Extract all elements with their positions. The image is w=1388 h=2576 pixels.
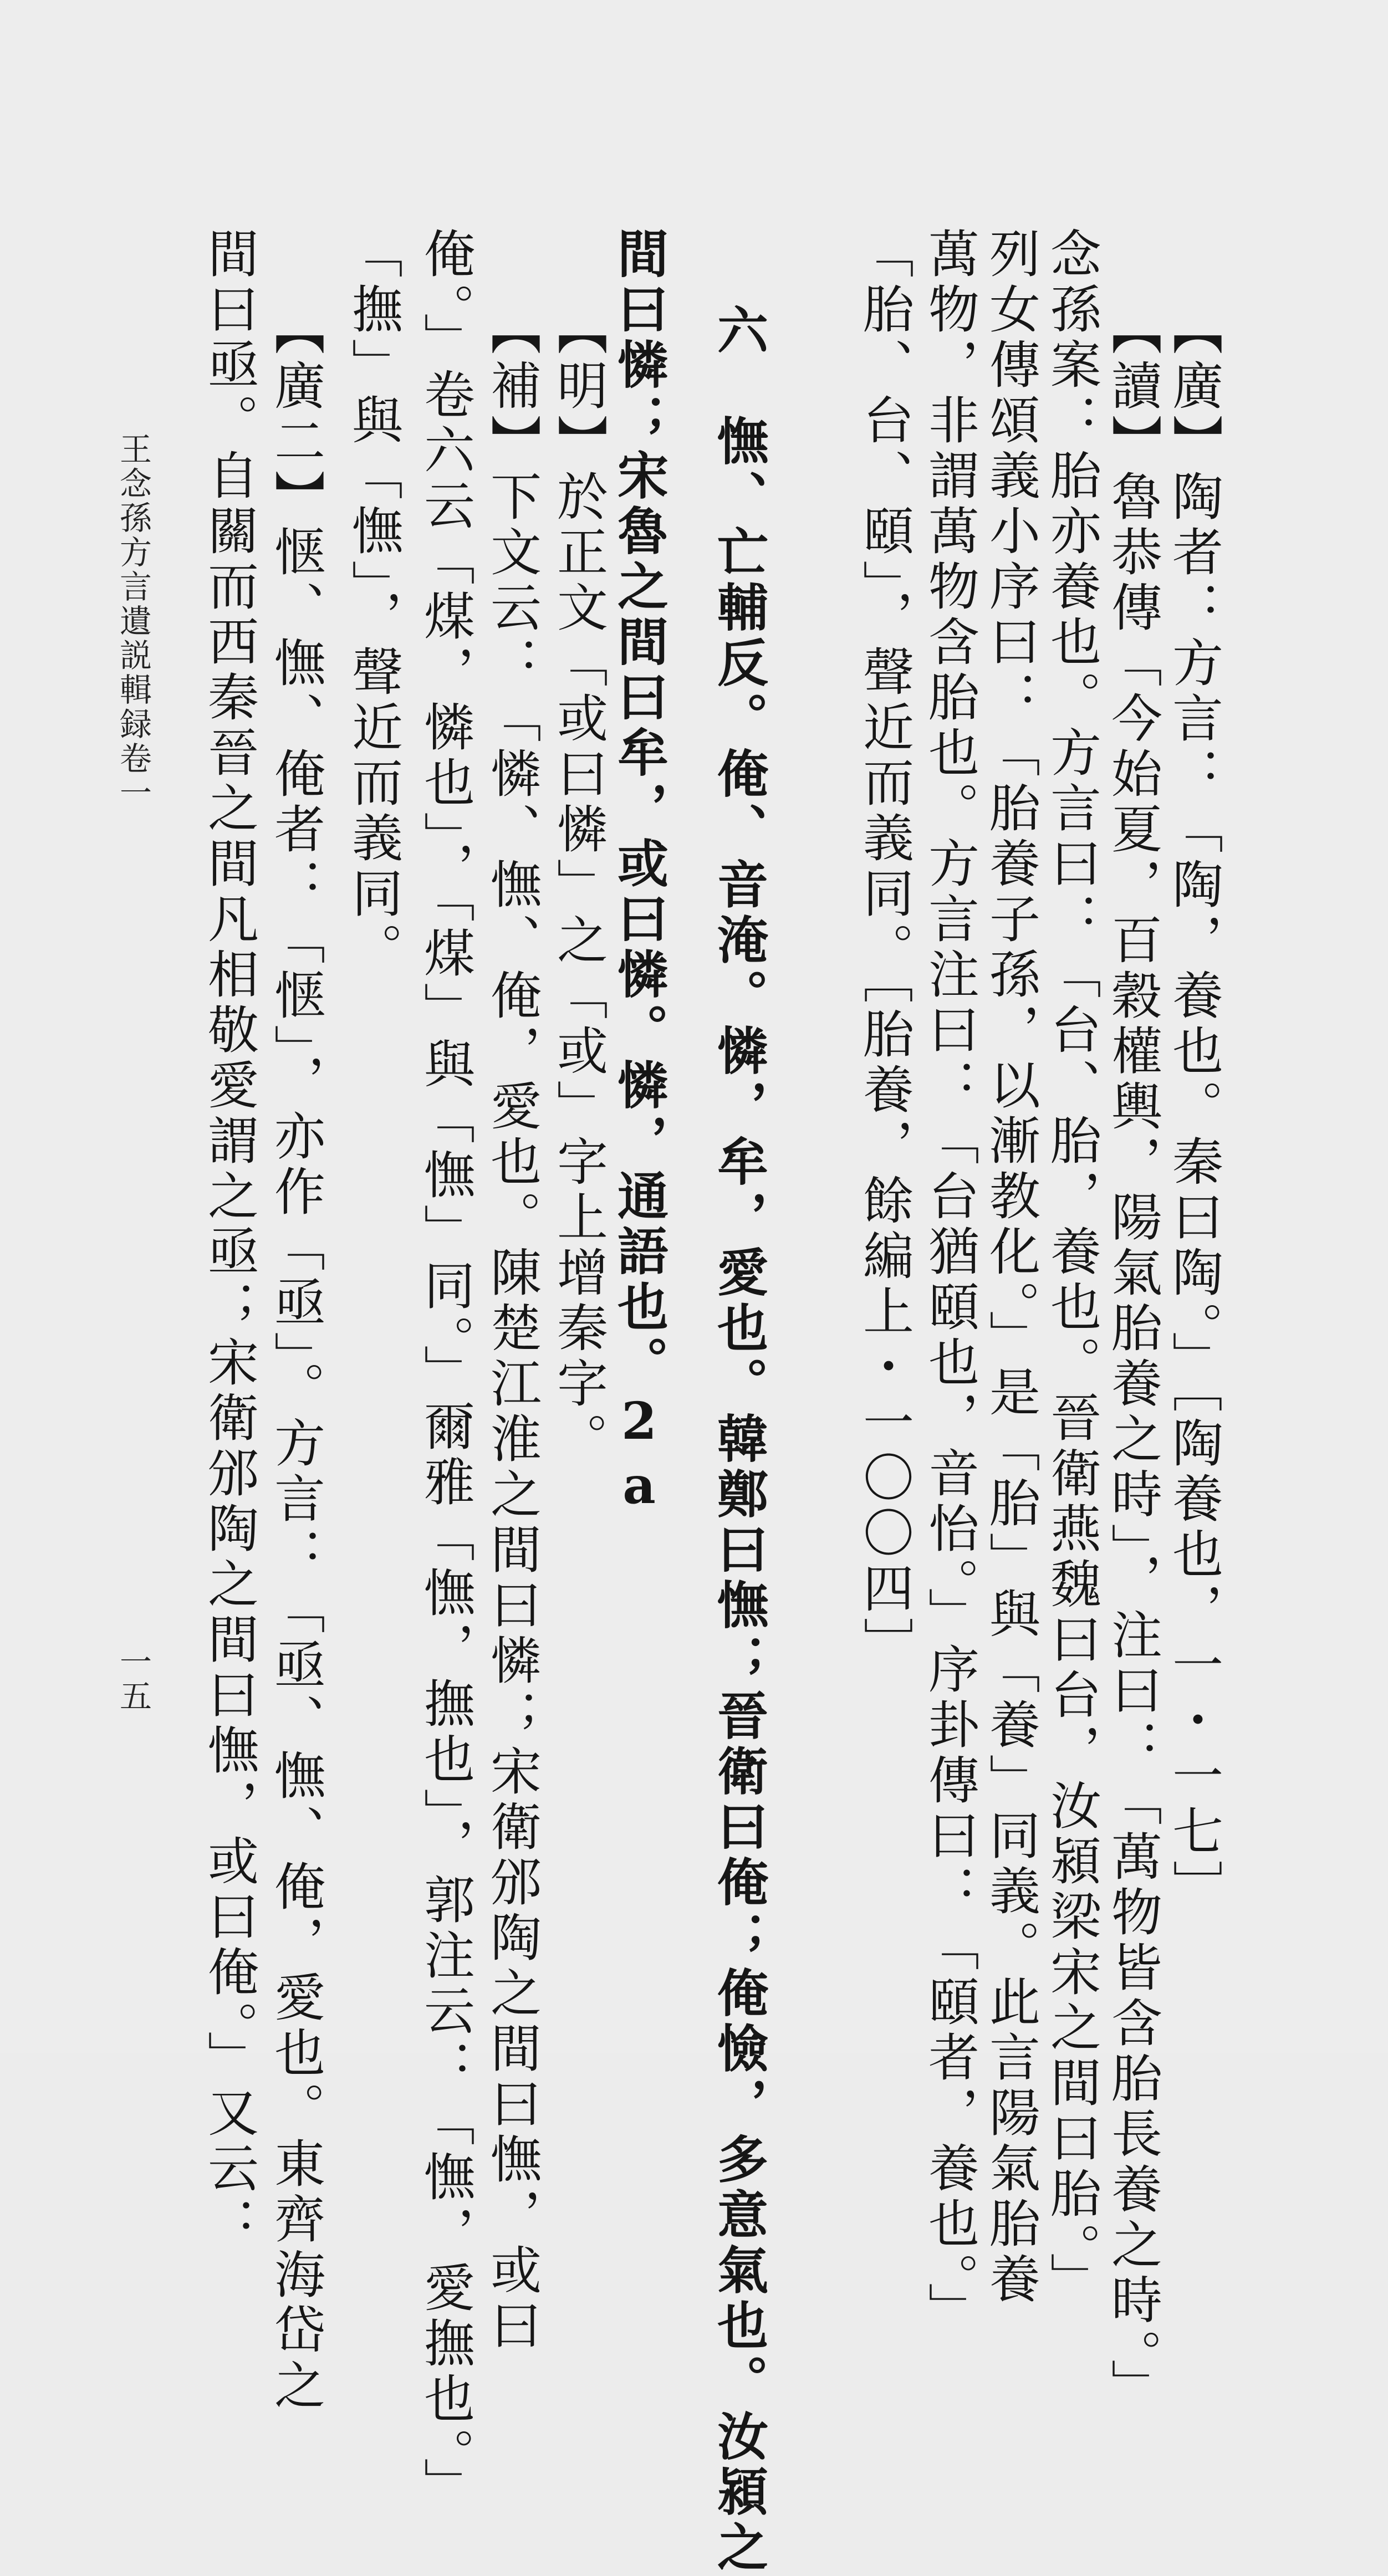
text-column-9: 【明】於正文「或曰憐」之「或」字上增秦字。 [549, 304, 608, 1468]
text-column-10: 【補】下文云：「憐、憮、俺，愛也。陳楚江淮之間曰憐；宋衛邠陶之間曰憮，或曰 [482, 304, 542, 2354]
page-number: 一五 [114, 1645, 152, 1714]
text-column-7: 六 憮、亡輔反。俺、音淹。憐，牟，愛也。韓鄭曰憮；晉衛曰俺；俺憸，多意氣也。汝潁之 [709, 304, 769, 2576]
text-column-14: 間曰亟。自關而西秦晉之間凡相敬愛謂之亟；宋衛邠陶之間曰憮，或曰俺。」又云： [200, 227, 259, 2252]
text-column-13: 【廣二】惬、憮、俺者：「惬」，亦作「亟」。方言：「亟、憮、俺，愛也。東齊海岱之 [266, 304, 325, 2414]
text-column-1: 【廣】陶者：方言：「陶，養也。秦曰陶。」［陶養也，一・一七］ [1164, 304, 1223, 1915]
text-column-6: 「胎、台、頤」，聲近而義同。［胎養，餘編上・一〇〇四］ [855, 227, 914, 1673]
text-column-2: 【讀】魯恭傳「今始夏，百穀權輿，陽氣胎養之時」，注曰：「萬物皆含胎長養之時。」 [1103, 304, 1162, 2414]
text-column-4: 列女傳頌義小序曰：「胎養子孫，以漸教化。」是「胎」與「養」同義。此言陽氣胎養 [981, 227, 1040, 2308]
text-column-5: 萬物，非謂萬物含胎也。方言注曰：「台猶頤也，音怡。」序卦傳曰：「頤者，養也。」 [920, 227, 979, 2338]
text-column-12: 「撫」與「憮」，聲近而義同。 [344, 227, 403, 978]
text-column-8: 間曰憐；宋魯之間曰牟，或曰憐。憐，通語也。2a [609, 227, 669, 1520]
text-column-3: 念孫案：胎亦養也。方言曰：「台、胎，養也。晉衛燕魏曰台，汝潁梁宋之間曰胎。」 [1042, 227, 1101, 2308]
running-title: 王念孫方言遺説輯録卷一 [114, 432, 152, 810]
text-column-11: 俺。」卷六云「煤，憐也」，「煤」與「憮」同。」爾雅「憮，撫也」，郭注云：「憮，愛撫也。」 [416, 227, 475, 2513]
